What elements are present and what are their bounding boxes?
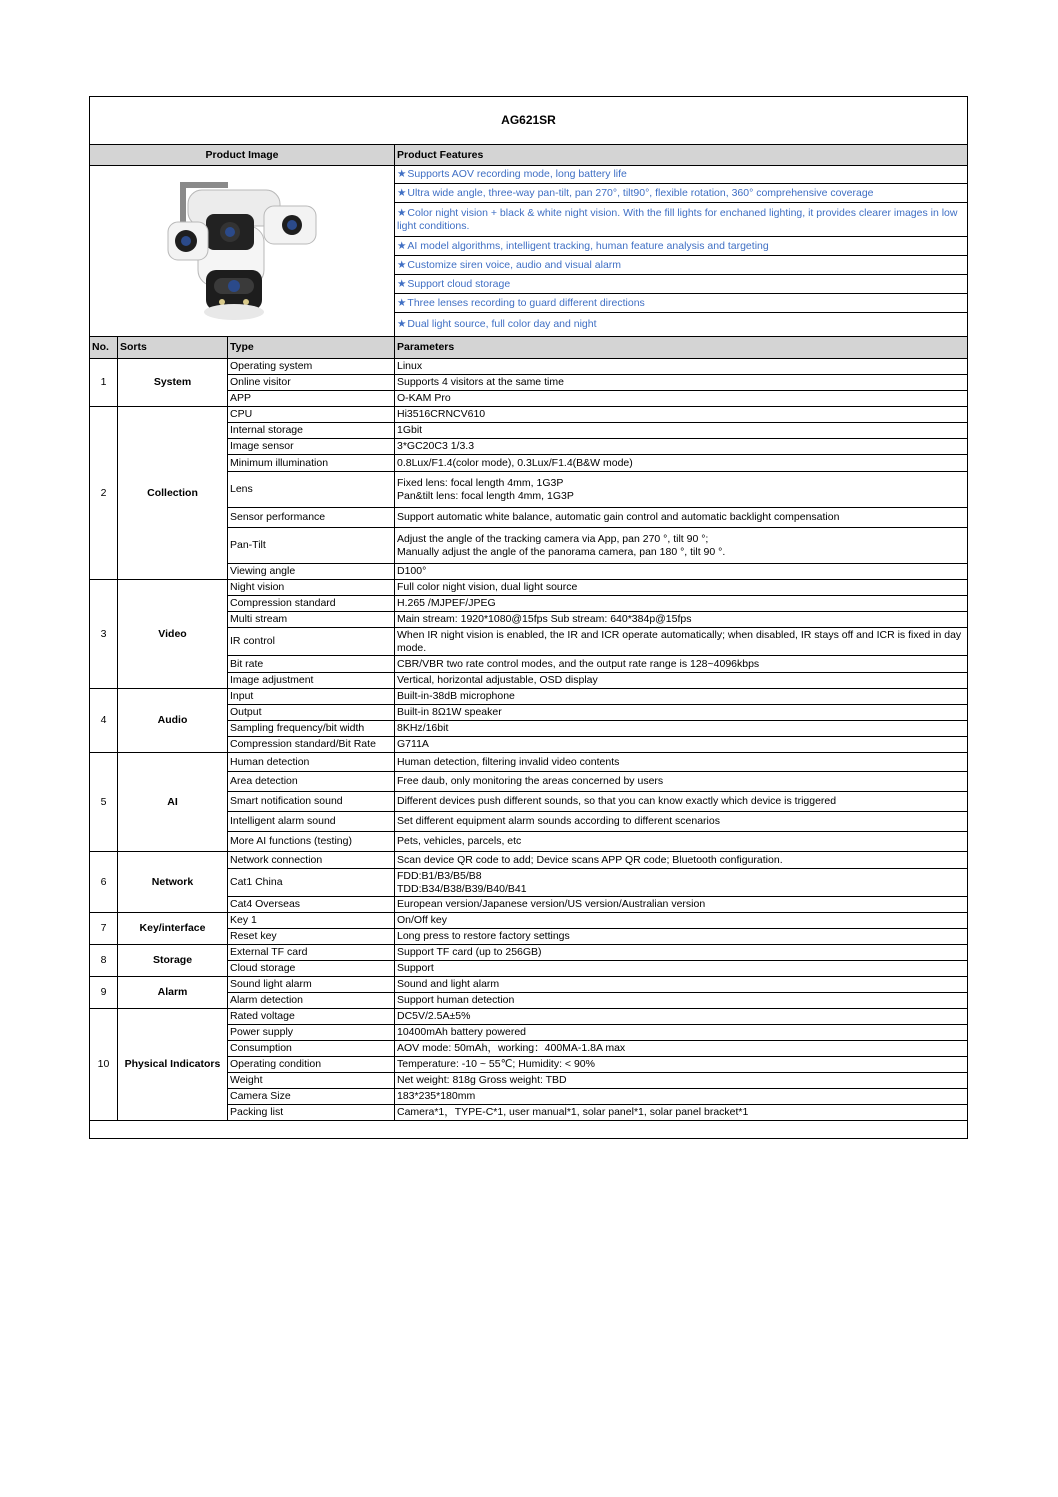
spec-type: Image sensor xyxy=(228,439,395,455)
spec-parameter xyxy=(395,721,968,737)
table-row xyxy=(90,852,968,869)
spec-type: Alarm detection xyxy=(228,993,395,1009)
spec-parameter-line: On/Off key xyxy=(397,914,447,926)
spec-type: Power supply xyxy=(228,1025,395,1041)
spec-parameter xyxy=(395,596,968,612)
spec-parameter xyxy=(395,580,968,596)
feature-item xyxy=(395,256,968,275)
spec-type: Minimum illumination xyxy=(228,455,395,472)
spec-type: Multi stream xyxy=(228,612,395,628)
spec-parameter xyxy=(395,913,968,929)
spec-parameter-line: Set different equipment alarm sounds according to different scenarios xyxy=(397,815,720,827)
spec-parameter-line: Main stream: 1920*1080@15fps Sub stream: 640*384p@15fps xyxy=(397,613,692,625)
spec-parameter xyxy=(395,945,968,961)
spec-parameter xyxy=(395,792,968,812)
spec-parameter-line: 8KHz/16bit xyxy=(397,722,449,734)
group-number: 8 xyxy=(90,945,118,977)
spec-type: Intelligent alarm sound xyxy=(228,812,395,832)
star-icon: ★ xyxy=(397,296,407,309)
spec-parameter-line: G711A xyxy=(397,738,429,750)
spec-parameter-line: FDD:B1/B3/B5/B8 xyxy=(397,869,482,882)
spec-parameter xyxy=(395,628,968,656)
image-features-header-row xyxy=(90,145,968,166)
parameters-header: Parameters xyxy=(395,337,968,359)
spec-parameter xyxy=(395,1089,968,1105)
feature-item xyxy=(395,184,968,203)
table-row xyxy=(90,689,968,705)
spec-parameter xyxy=(395,455,968,472)
spec-parameter-line: Vertical, horizontal adjustable, OSD display xyxy=(397,674,598,686)
spec-parameter xyxy=(395,897,968,913)
spec-parameter xyxy=(395,439,968,455)
spec-parameter-line: Long press to restore factory settings xyxy=(397,930,570,942)
spec-parameter xyxy=(395,852,968,869)
group-sort: Collection xyxy=(118,407,228,580)
spec-parameter xyxy=(395,1041,968,1057)
product-title: AG621SR xyxy=(90,97,968,145)
feature-text: Color night vision + black & white night vision. With the fill lights for enchaned lighting, it provides clearer images in low light conditions. xyxy=(397,206,958,232)
spec-type: Cat4 Overseas xyxy=(228,897,395,913)
spec-parameter xyxy=(395,656,968,673)
feature-item xyxy=(395,275,968,294)
table-row xyxy=(90,945,968,961)
feature-item xyxy=(395,237,968,256)
star-icon: ★ xyxy=(397,206,407,219)
spec-type: Internal storage xyxy=(228,423,395,439)
blank-footer-row xyxy=(90,1121,968,1139)
spec-parameter xyxy=(395,1105,968,1121)
table-row xyxy=(90,913,968,929)
camera-product-image xyxy=(152,172,332,327)
spec-parameter xyxy=(395,528,968,564)
spec-parameter-line: Fixed lens: focal length 4mm, 1G3P xyxy=(397,476,564,489)
table-row xyxy=(90,359,968,375)
spec-parameter xyxy=(395,1057,968,1073)
group-number: 7 xyxy=(90,913,118,945)
spec-type: Output xyxy=(228,705,395,721)
spec-parameter-line: Hi3516CRNCV610 xyxy=(397,408,486,420)
feature-text: Supports AOV recording mode, long battery life xyxy=(407,168,627,180)
spec-type: Online visitor xyxy=(228,375,395,391)
spec-parameter-line: Support automatic white balance, automatic gain control and automatic backlight compensation xyxy=(397,511,840,523)
spec-header-row xyxy=(90,337,968,359)
spec-type: IR control xyxy=(228,628,395,656)
feature-text: Three lenses recording to guard different directions xyxy=(407,296,645,309)
table-row xyxy=(90,753,968,772)
group-sort: Physical Indicators xyxy=(118,1009,228,1121)
feature-item xyxy=(395,203,968,237)
star-icon: ★ xyxy=(397,239,407,252)
spec-parameter xyxy=(395,705,968,721)
star-icon: ★ xyxy=(397,186,407,199)
spec-parameter-line: Support xyxy=(397,962,434,974)
star-icon: ★ xyxy=(397,318,407,330)
product-image-header: Product Image xyxy=(90,145,395,166)
group-number: 9 xyxy=(90,977,118,1009)
spec-parameter-line: Camera*1，TYPE-C*1, user manual*1, solar panel*1, solar panel bracket*1 xyxy=(397,1106,749,1118)
spec-parameter-line: Support human detection xyxy=(397,994,515,1006)
spec-parameter-line: 1Gbit xyxy=(397,424,423,436)
spec-parameter-line: AOV mode: 50mAh，working：400MA-1.8A max xyxy=(397,1042,626,1054)
spec-type: Camera Size xyxy=(228,1089,395,1105)
spec-parameter xyxy=(395,375,968,391)
spec-type: External TF card xyxy=(228,945,395,961)
spec-parameter-line: 10400mAh battery powered xyxy=(397,1026,526,1038)
spec-sheet-table xyxy=(89,96,968,1139)
group-sort: AI xyxy=(118,753,228,852)
spec-type: Image adjustment xyxy=(228,673,395,689)
star-icon: ★ xyxy=(397,277,407,290)
spec-type: Operating system xyxy=(228,359,395,375)
table-row xyxy=(90,407,968,423)
spec-type: Lens xyxy=(228,472,395,508)
spec-parameter xyxy=(395,977,968,993)
spec-parameter xyxy=(395,869,968,897)
spec-parameter-line: When IR night vision is enabled, the IR and ICR operate automatically; when disabled, IR stays off and ICR is fixed in day mode. xyxy=(397,628,962,654)
spec-parameter-line: H.265 /MJPEF/JPEG xyxy=(397,597,496,609)
feature-text: Customize siren voice, audio and visual alarm xyxy=(407,258,622,271)
group-sort: Key/interface xyxy=(118,913,228,945)
feature-text: Support cloud storage xyxy=(407,277,511,290)
spec-parameter-line: Pets, vehicles, parcels, etc xyxy=(397,835,522,847)
spec-type: Sampling frequency/bit width xyxy=(228,721,395,737)
spec-type: Operating condition xyxy=(228,1057,395,1073)
type-header: Type xyxy=(228,337,395,359)
spec-type: Compression standard xyxy=(228,596,395,612)
spec-parameter xyxy=(395,1073,968,1089)
spec-type: Network connection xyxy=(228,852,395,869)
spec-type: APP xyxy=(228,391,395,407)
spec-type: CPU xyxy=(228,407,395,423)
spec-type: Key 1 xyxy=(228,913,395,929)
group-sort: Video xyxy=(118,580,228,689)
spec-type: Packing list xyxy=(228,1105,395,1121)
spec-parameter-line: D100° xyxy=(397,565,427,577)
feature-item xyxy=(395,313,968,337)
spec-parameter-line: Human detection, filtering invalid video contents xyxy=(397,755,620,768)
feature-item xyxy=(395,166,968,184)
spec-parameter-line: European version/Japanese version/US version/Australian version xyxy=(397,898,706,910)
star-icon: ★ xyxy=(397,258,407,271)
feature-text: Dual light source, full color day and night xyxy=(407,318,597,330)
feature-text: Ultra wide angle, three-way pan-tilt, pan 270°, tilt90°, flexible rotation, 360° comprehensive coverage xyxy=(407,186,874,199)
spec-type: Human detection xyxy=(228,753,395,772)
spec-parameter-line: CBR/VBR two rate control modes, and the output rate range is 128~4096kbps xyxy=(397,657,760,670)
spec-type: More AI functions (testing) xyxy=(228,832,395,852)
spec-type: Area detection xyxy=(228,772,395,792)
spec-parameter-line: Free daub, only monitoring the areas concerned by users xyxy=(397,775,664,787)
spec-parameter xyxy=(395,423,968,439)
spec-parameter-line: Different devices push different sounds, so that you can know exactly which device is triggered xyxy=(397,795,837,807)
table-row xyxy=(90,977,968,993)
spec-parameter xyxy=(395,359,968,375)
spec-parameter xyxy=(395,1009,968,1025)
spec-parameter xyxy=(395,1025,968,1041)
spec-type: Weight xyxy=(228,1073,395,1089)
spec-parameter xyxy=(395,737,968,753)
spec-parameter xyxy=(395,753,968,772)
spec-type: Night vision xyxy=(228,580,395,596)
group-sort: System xyxy=(118,359,228,407)
spec-type: Consumption xyxy=(228,1041,395,1057)
spec-type: Cat1 China xyxy=(228,869,395,897)
spec-parameter xyxy=(395,508,968,528)
spec-parameter-line: Sound and light alarm xyxy=(397,978,500,990)
no-header: No. xyxy=(90,337,118,359)
table-row xyxy=(90,580,968,596)
spec-type: Sound light alarm xyxy=(228,977,395,993)
spec-type: Cloud storage xyxy=(228,961,395,977)
group-number: 2 xyxy=(90,407,118,580)
feature-item xyxy=(395,294,968,313)
spec-parameter-line: TDD:B34/B38/B39/B40/B41 xyxy=(397,882,527,895)
group-number: 5 xyxy=(90,753,118,852)
feature-text: AI model algorithms, intelligent tracking, human feature analysis and targeting xyxy=(407,239,769,252)
spec-type: Reset key xyxy=(228,929,395,945)
spec-parameter-line: Built-in 8Ω1W speaker xyxy=(397,706,502,718)
feature-row xyxy=(90,166,968,184)
title-row xyxy=(90,97,968,145)
spec-type: Bit rate xyxy=(228,656,395,673)
spec-parameter xyxy=(395,391,968,407)
spec-parameter xyxy=(395,812,968,832)
spec-parameter xyxy=(395,612,968,628)
star-icon: ★ xyxy=(397,168,407,180)
spec-parameter-line: DC5V/2.5A±5% xyxy=(397,1010,471,1022)
group-number: 10 xyxy=(90,1009,118,1121)
spec-parameter-line: Adjust the angle of the tracking camera via App, pan 270 °, tilt 90 °; xyxy=(397,532,709,545)
spec-parameter xyxy=(395,689,968,705)
group-sort: Audio xyxy=(118,689,228,753)
spec-parameter-line: Pan&tilt lens: focal length 4mm, 1G3P xyxy=(397,489,574,502)
spec-parameter xyxy=(395,472,968,508)
spec-type: Pan-Tilt xyxy=(228,528,395,564)
spec-type: Smart notification sound xyxy=(228,792,395,812)
spec-parameter-line: 183*235*180mm xyxy=(397,1090,476,1102)
table-row xyxy=(90,1009,968,1025)
group-sort: Network xyxy=(118,852,228,913)
spec-parameter-line: Scan device QR code to add; Device scans APP QR code; Bluetooth configuration. xyxy=(397,853,783,866)
spec-parameter xyxy=(395,564,968,580)
spec-parameter-line: Net weight: 818g Gross weight: TBD xyxy=(397,1074,567,1086)
group-number: 6 xyxy=(90,852,118,913)
spec-parameter-line: Support TF card (up to 256GB) xyxy=(397,946,542,958)
product-image-cell xyxy=(90,166,395,337)
spec-parameter-line: Supports 4 visitors at the same time xyxy=(397,376,564,388)
group-number: 4 xyxy=(90,689,118,753)
spec-parameter xyxy=(395,961,968,977)
group-number: 1 xyxy=(90,359,118,407)
group-sort: Alarm xyxy=(118,977,228,1009)
spec-parameter xyxy=(395,673,968,689)
spec-parameter-line: Temperature: -10 ~ 55℃; Humidity: < 90% xyxy=(397,1058,595,1070)
spec-type: Input xyxy=(228,689,395,705)
spec-parameter-line: Linux xyxy=(397,360,423,372)
spec-parameter xyxy=(395,832,968,852)
spec-type: Rated voltage xyxy=(228,1009,395,1025)
spec-parameter-line: Manually adjust the angle of the panorama camera, pan 180 °, tilt 90 °. xyxy=(397,545,726,558)
spec-parameter xyxy=(395,929,968,945)
spec-parameter-line: 3*GC20C3 1/3.3 xyxy=(397,440,475,452)
spec-parameter-line: Built-in-38dB microphone xyxy=(397,690,515,702)
spec-parameter xyxy=(395,772,968,792)
blank-cell xyxy=(90,1121,968,1139)
spec-parameter-line: Full color night vision, dual light source xyxy=(397,581,578,593)
spec-parameter xyxy=(395,993,968,1009)
spec-parameter xyxy=(395,407,968,423)
spec-type: Compression standard/Bit Rate xyxy=(228,737,395,753)
spec-type: Sensor performance xyxy=(228,508,395,528)
group-number: 3 xyxy=(90,580,118,689)
spec-type: Viewing angle xyxy=(228,564,395,580)
spec-parameter-line: O-KAM Pro xyxy=(397,392,451,404)
spec-parameter-line: 0.8Lux/F1.4(color mode), 0.3Lux/F1.4(B&W mode) xyxy=(397,456,633,469)
group-sort: Storage xyxy=(118,945,228,977)
sorts-header: Sorts xyxy=(118,337,228,359)
product-features-header: Product Features xyxy=(395,145,968,166)
